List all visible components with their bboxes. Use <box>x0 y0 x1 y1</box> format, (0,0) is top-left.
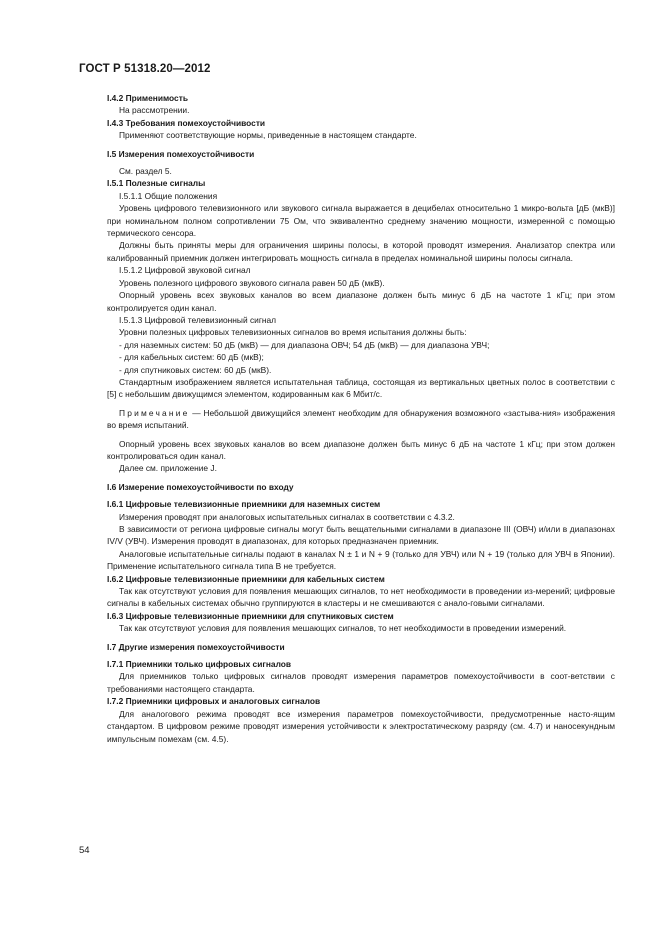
page-number: 54 <box>79 845 90 856</box>
paragraph: Так как отсутствуют условия для появления мешающих сигналов, то нет необходимости в проведении из-мерений; цифровые сигналы в кабельных системах обычно группируются в кластеры и не смешиваются с анало-говыми сигналами. <box>107 586 615 609</box>
subsection-heading: I.5.1.1 Общие положения <box>119 190 218 201</box>
paragraph: Уровень полезного цифрового звукового сигнала равен 50 дБ (мкВ). <box>119 277 385 288</box>
paragraph: Далее см. приложение J. <box>119 463 217 474</box>
paragraph: Должны быть приняты меры для ограничения ширины полосы, в которой проводят измерения. Анализатор спектра или калиброванный приемник должен интегрировать мощность сигнала в пределах номинальной ширины полосы сигнала. <box>107 240 615 263</box>
paragraph: Опорный уровень всех звуковых каналов во всем диапазоне должен быть минус 6 дБ на частоте 1 кГц; при этом контролируется один канал. <box>107 290 615 313</box>
list-item: - для кабельных систем: 60 дБ (мкВ); <box>119 352 264 363</box>
note-text: — Небольшой движущийся элемент необходим для обнаружения возможного «застыва-ния» изображения во время испытаний. <box>107 407 615 431</box>
section-heading: I.5.1 Полезные сигналы <box>107 178 206 189</box>
paragraph: На рассмотрении. <box>119 105 190 116</box>
paragraph: Уровень цифрового телевизионного или звукового сигнала выражается в децибелах относительно 1 микро-вольта [дБ (мкВ)] при номинальном полном сопротивлении 75 Ом, что эквивалентно среднему значению мощности, измеренной с помощью термического сенсора. <box>107 203 615 239</box>
paragraph: Измерения проводят при аналоговых испытательных сигналах в соответствии с 4.3.2. <box>119 511 455 522</box>
paragraph: Для аналогового режима проводят все измерения параметров помехоустойчивости, предусмотренные насто-ящим стандартом. В цифровом режиме проводят измерения устойчивости к электростатическому разряду (см. 4.7) и наносекундным импульсным помехам (см. 4.5). <box>107 708 615 744</box>
section-heading: I.5 Измерения помехоустойчивости <box>107 148 255 159</box>
paragraph: Для приемников только цифровых сигналов проводят измерения параметров помехоустойчивости в соот-ветствии с требованиями настоящего стандарта. <box>107 671 615 694</box>
section-heading: I.7.2 Приемники цифровых и аналоговых сигналов <box>107 696 321 707</box>
paragraph: Применяют соответствующие нормы, приведенные в настоящем стандарте. <box>119 130 417 141</box>
section-heading: I.6.3 Цифровые телевизионные приемники для спутниковых систем <box>107 610 394 621</box>
document-body <box>107 92 615 745</box>
section-heading: I.4.2 Применимость <box>107 93 188 103</box>
section-heading: I.6 Измерение помехоустойчивости по входу <box>107 481 294 492</box>
section-heading: I.7 Другие измерения помехоустойчивости <box>107 641 285 652</box>
section-heading: I.4.3 Требования помехоустойчивости <box>107 117 266 128</box>
note <box>107 407 615 432</box>
section-heading: I.6.2 Цифровые телевизионные приемники для кабельных систем <box>107 573 385 584</box>
list-item: - для наземных систем: 50 дБ (мкВ) — для диапазона ОВЧ; 54 дБ (мкВ) — для диапазона УВЧ; <box>119 339 490 350</box>
section-heading: I.7.1 Приемники только цифровых сигналов <box>107 659 292 670</box>
document-header: ГОСТ Р 51318.20—2012 <box>79 63 211 75</box>
paragraph: Стандартным изображением является испытательная таблица, состоящая из вертикальных цветных полос в соответствии с [5] с небольшим движущимся элементом, кодированным как 6 Мбит/с. <box>107 376 615 400</box>
subsection-heading: I.5.1.2 Цифровой звуковой сигнал <box>119 265 251 276</box>
section-heading: I.6.1 Цифровые телевизионные приемники для наземных систем <box>107 499 381 510</box>
paragraph: Уровни полезных цифровых телевизионных сигналов во время испытания должны быть: <box>119 327 467 338</box>
paragraph: См. раздел 5. <box>119 166 172 177</box>
note-label: Примечание <box>119 407 190 418</box>
list-item: - для спутниковых систем: 60 дБ (мкВ). <box>119 364 272 375</box>
paragraph: Аналоговые испытательные сигналы подают в каналах N ± 1 и N + 9 (только для УВЧ) или N + 19 (только для УВЧ в Японии). Применение испытательного сигнала типа B не требуется. <box>107 548 615 572</box>
paragraph: Так как отсутствуют условия для появления мешающих сигналов, то нет необходимости в проведении измерений. <box>119 623 567 634</box>
paragraph: Опорный уровень всех звуковых каналов во всем диапазоне должен быть минус 6 дБ на частоте 1 кГц; при этом должен контролироваться один канал. <box>107 438 615 461</box>
subsection-heading: I.5.1.3 Цифровой телевизионный сигнал <box>119 314 277 325</box>
paragraph: В зависимости от региона цифровые сигналы могут быть вещательными сигналами в диапазоне III (ОВЧ) и/или в диапазонах IV/V (УВЧ). Измерения проводят в диапазонах, для которых предназначен приемник. <box>107 524 615 547</box>
